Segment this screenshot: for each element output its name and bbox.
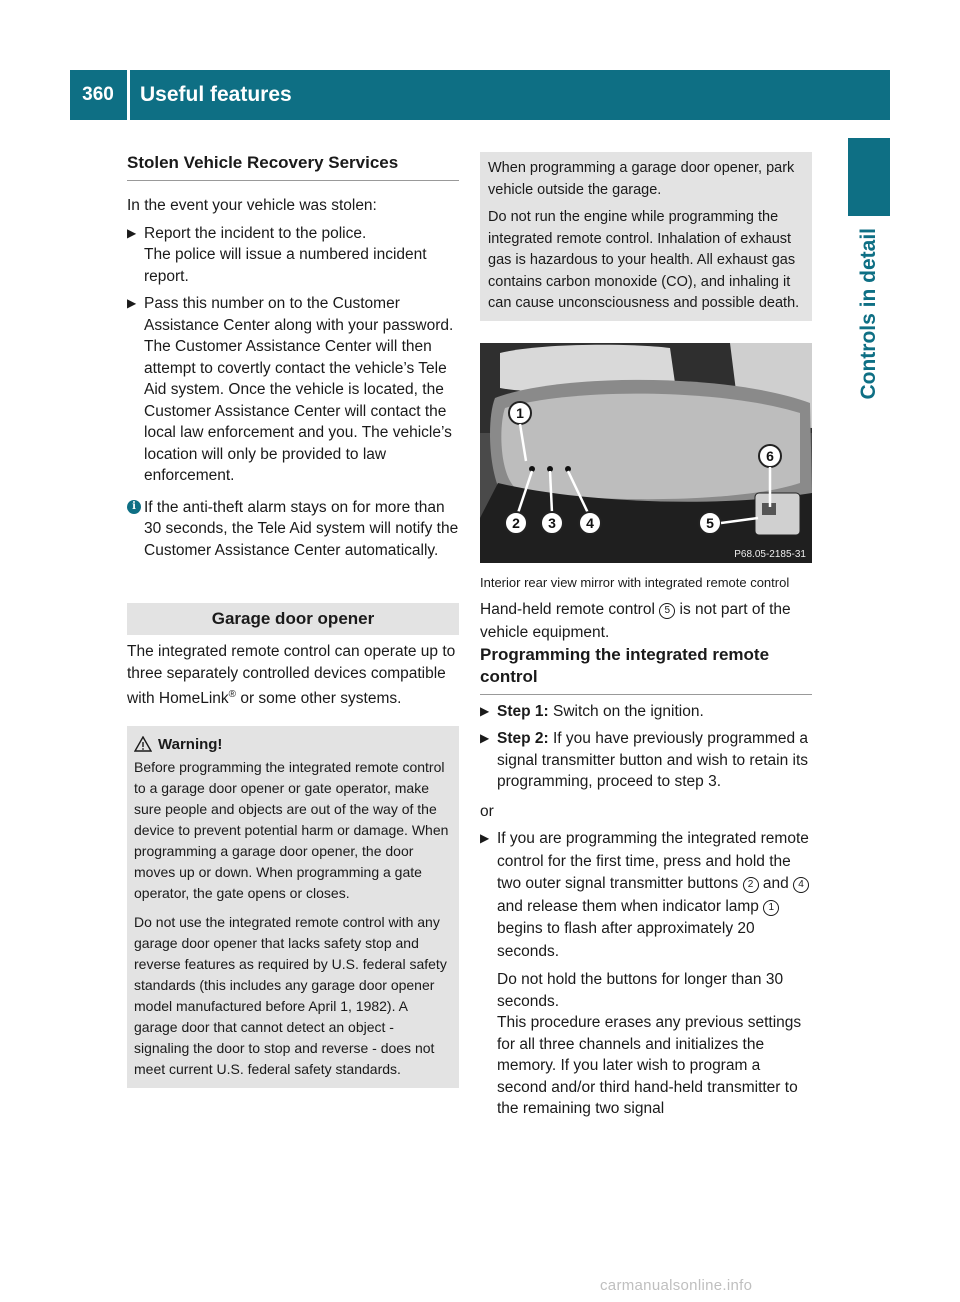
bullet-text: begins to flash after approximately 20 seconds. — [497, 920, 755, 960]
right-column — [480, 152, 812, 1120]
arrow-bullet-icon: ▶ — [480, 831, 490, 845]
list-item — [127, 223, 459, 288]
step-text: Switch on the ignition. — [548, 702, 704, 720]
list-item — [480, 701, 812, 723]
stolen-vehicle-heading: Stolen Vehicle Recovery Services — [127, 152, 459, 181]
section-title: Useful features — [140, 83, 292, 106]
callout-4: 4 — [793, 877, 809, 893]
svg-text:6: 6 — [766, 447, 774, 464]
svg-text:2: 2 — [512, 514, 520, 531]
garage-intro — [127, 641, 459, 710]
arrow-bullet-icon: ▶ — [127, 225, 137, 240]
warning-header — [134, 734, 451, 755]
bullet-text: Pass this number on to the Customer Assistance Center along with your password. — [144, 295, 454, 334]
handheld-text-b: is not part of the vehicle equipment. — [480, 600, 791, 641]
bullet-text: The police will issue a numbered incident report. — [144, 246, 427, 285]
warning-box — [127, 726, 459, 1088]
list-item — [127, 293, 459, 487]
callout-2: 2 — [743, 877, 759, 893]
hold-note: Do not hold the buttons for longer than 30 seconds. — [497, 971, 784, 1010]
mirror-figure — [480, 343, 812, 563]
stolen-intro: In the event your vehicle was stolen: — [127, 197, 377, 214]
bullet-text: The Customer Assistance Center will then attempt to covertly contact the vehicle’s Tele Aid system. Once the vehicle is located, the Customer Assistance Center will contact the local law enforcement and you. The vehicle’s location will only be provided to law enforcement. — [144, 338, 452, 484]
page-number: 360 — [82, 84, 114, 105]
figure-code: P68.05-2185-31 — [734, 548, 806, 560]
svg-text:1: 1 — [516, 404, 524, 421]
warning-paragraph: Before programming the integrated remote control to a garage door opener or gate operator, make sure people and objects are out of the way of the device to prevent potential harm or damage. When programming a garage door opener, the door moves up or down. When programming a gate operator, the gate opens or closes. — [134, 758, 449, 901]
garage-text-b: or some other systems. — [236, 690, 402, 708]
side-chapter-text: Controls in detail — [857, 228, 880, 400]
mirror-illustration — [480, 343, 812, 563]
list-item — [480, 828, 812, 963]
bullet-text: Report the incident to the police. — [144, 224, 367, 242]
bullet-text: If you are programming the integrated remote control for the first time, press and hold the two outer signal transmitter buttons — [497, 830, 809, 892]
arrow-bullet-icon: ▶ — [480, 703, 490, 718]
left-column — [127, 152, 459, 1088]
info-note — [127, 497, 459, 562]
garage-door-heading: Garage door opener — [127, 603, 459, 635]
step-label: Step 1: — [497, 702, 549, 720]
arrow-bullet-icon: ▶ — [480, 731, 490, 745]
figure-caption: Interior rear view mirror with integrated remote control — [480, 574, 790, 590]
step-text: If you have previously programmed a signal transmitter button and wish to retain its programming, proceed to step 3. — [497, 730, 809, 790]
warning-title: Warning! — [158, 735, 223, 753]
list-item — [480, 728, 812, 793]
handheld-note — [480, 598, 812, 644]
warning-paragraph: Do not use the integrated remote control with any garage door opener that lacks safety stop and reverse features as required by U.S. federal safety standards (this includes any garage door opener model manufactured before April 1, 1982). A garage door that cannot detect an object - signaling the door to stop and reverse - does not meet current U.S. federal safety standards. — [134, 913, 447, 1077]
warning-triangle-icon — [134, 736, 152, 752]
handheld-text-a: Hand-held remote control — [480, 600, 660, 618]
side-chapter-label — [848, 228, 890, 588]
erase-note: This procedure erases any previous settings for all three channels and initializes the memory. If you later wish to program a second and/or third hand-held transmitter to the remaining two signal — [497, 1014, 802, 1117]
garage-text-a: The integrated remote control can operate up to three separately controlled devices compatible with HomeLink — [127, 643, 456, 708]
header-divider — [127, 70, 130, 120]
note-paragraph: When programming a garage door opener, park vehicle outside the garage. — [488, 160, 795, 198]
registered-mark: ® — [228, 689, 237, 700]
callout-1: 1 — [763, 900, 779, 916]
side-tab-marker — [848, 138, 890, 216]
step-label: Step 2: — [497, 730, 549, 747]
programming-heading: Programming the integrated remote control — [480, 644, 812, 695]
arrow-bullet-icon: ▶ — [127, 296, 137, 310]
note-paragraph: Do not run the engine while programming the integrated remote control. Inhalation of exhaust gas is hazardous to your health. All exhaust gas contains carbon monoxide (CO), and inhaling it can cause unconsciousness and possible death. — [488, 209, 800, 311]
footer-watermark: carmanualsonline.info — [600, 1277, 753, 1294]
info-icon: i — [127, 500, 141, 514]
safety-note-box — [480, 152, 812, 321]
callout-5: 5 — [659, 603, 675, 619]
or-text: or — [480, 802, 494, 820]
bullet-text: and — [758, 875, 794, 892]
bullet-text: and release them when indicator lamp — [497, 897, 764, 915]
svg-text:3: 3 — [548, 514, 556, 531]
info-text: If the anti-theft alarm stays on for more than 30 seconds, the Tele Aid system will notify the Customer Assistance Center automatically. — [144, 498, 459, 559]
svg-text:4: 4 — [586, 514, 594, 531]
svg-text:5: 5 — [706, 514, 714, 531]
